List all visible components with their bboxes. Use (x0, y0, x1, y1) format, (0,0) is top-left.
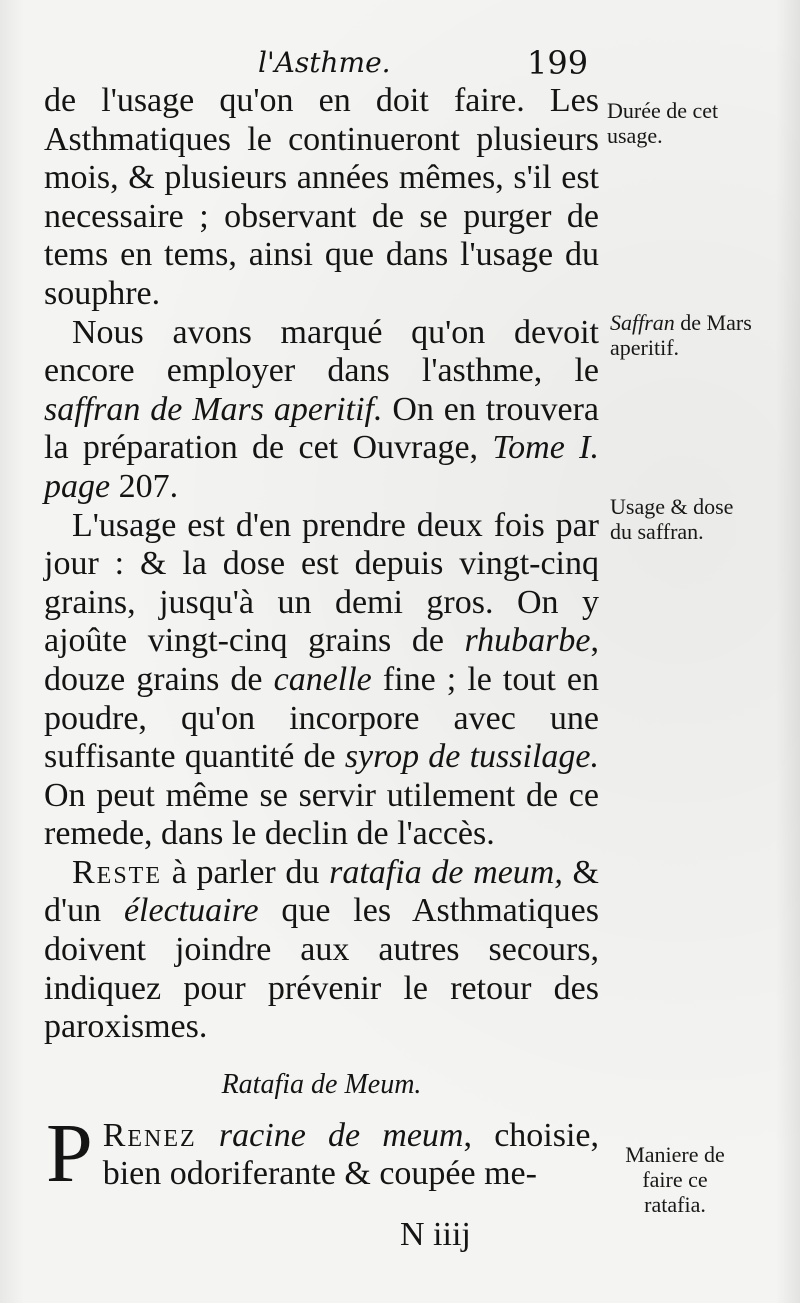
margin-note-saffran (610, 310, 760, 360)
racine-term: racine de meum (196, 1116, 464, 1154)
syrop-term: syrop de tussilage. (344, 738, 600, 776)
paragraph-2-text-a: Nous avons marqué qu'on devoit encore employer dans l'asthme, le (44, 313, 599, 390)
paragraph-3-text-g: On peut même se servir utilement de ce remede, dans le declin de l'accès. (44, 776, 599, 853)
paragraph-3 (44, 507, 599, 854)
canelle-term: canelle (273, 660, 372, 698)
margin-note-usage: Usage & dose du saffran. (610, 494, 734, 544)
paragraph-3-text-c: , douze grains de (44, 622, 599, 698)
margin-note-2-text: de Mars aperitif. (610, 310, 752, 360)
margin-saffran-term: Saffran (610, 310, 675, 335)
paragraph-1: de l'usage qu'on en doit faire. Les Asthmatiques le continueront plusieurs mois, & plusieurs années mêmes, s'il est necessaire ; observant de se purger de tems en tems, ainsi que dans l'usage du souphre. (44, 82, 599, 312)
paragraph-3-text-e: fine ; le tout en poudre, qu'on incorpore avec une suffisante quantité de (44, 660, 599, 776)
saffran-de-mars-term: saffran de Mars aperitif. (44, 390, 383, 428)
main-text-column (44, 82, 600, 1200)
running-head: l'Asthme. (258, 46, 391, 79)
section-heading: Ratafia de Meum. (221, 1068, 422, 1100)
paragraph-4-text-f: que les Asthmatiques doivent joindre aux autres secours, indiquez pour prévenir le retour des paroxismes. (44, 892, 599, 1046)
reste-smallcaps: Reste (72, 853, 163, 891)
drop-cap: P (46, 1106, 93, 1200)
paragraph-4-text-d: & d'un (44, 853, 599, 930)
page-number: 199 (527, 44, 589, 82)
ratafia-term: ratafia de meum, (329, 853, 563, 891)
margin-note-maniere: Maniere de faire ce ratafia. (625, 1142, 725, 1217)
margin-note-duree: Durée de cet usage. (607, 98, 719, 148)
tome-reference: Tome I. page (44, 429, 599, 505)
paragraph-5 (44, 1106, 599, 1200)
paragraph-2-text-c: On en trouvera la préparation de cet Ouvrage, (44, 390, 600, 467)
rhubarbe-term: rhubarbe (464, 622, 591, 660)
paragraph-4-text-b: à parler du (162, 853, 330, 891)
paragraph-2 (44, 314, 599, 507)
paragraph-4 (44, 854, 599, 1047)
electuaire-term: électuaire (123, 892, 259, 930)
paragraph-3-text-a: L'usage est d'en prendre deux fois par jour : & la dose est depuis vingt-cinq grains, jusqu'à un demi gros. On y ajoûte vingt-cinq grains de (44, 506, 599, 660)
page-header (0, 44, 800, 84)
signature-mark: N iiij (400, 1216, 471, 1253)
paragraph-5-text-c: , choisie, bien odoriferante & coupée me- (102, 1116, 599, 1193)
paragraph-2-text-e: 207. (110, 467, 179, 505)
renez-smallcaps: Renez (102, 1116, 197, 1154)
